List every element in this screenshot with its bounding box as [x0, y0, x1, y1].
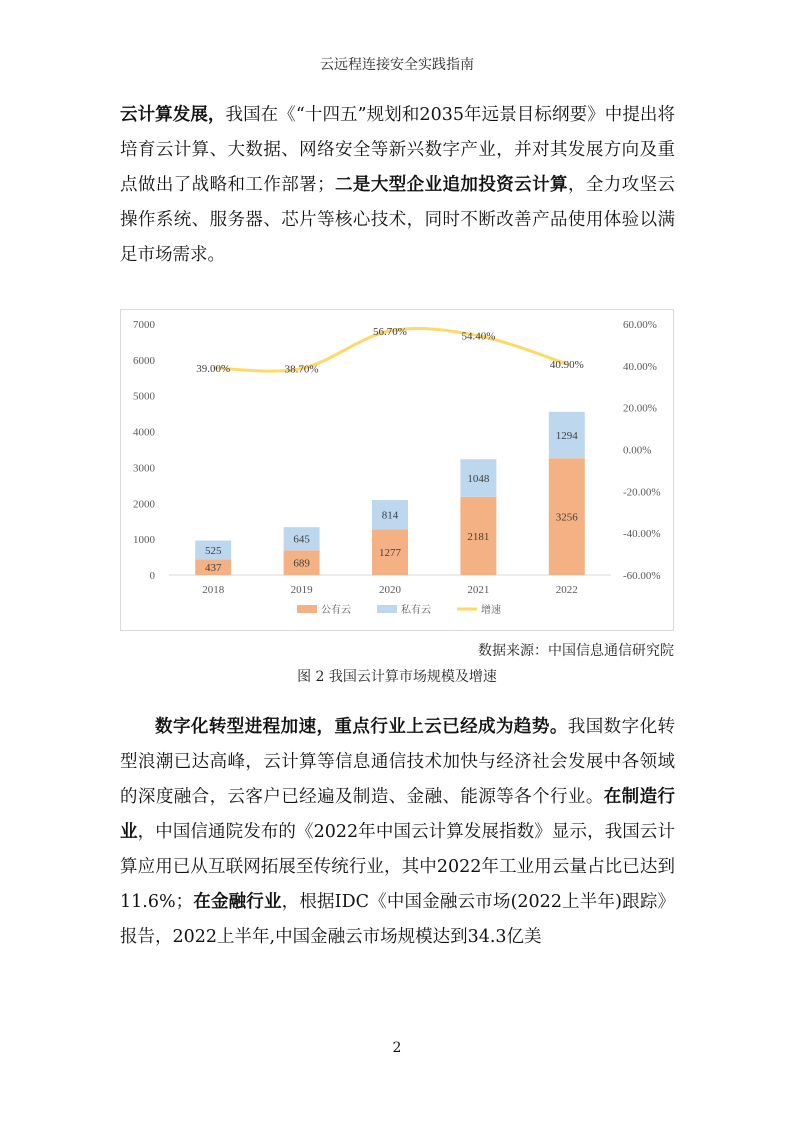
- y2-tick-label: 60.00%: [623, 319, 657, 331]
- page-number: 2: [392, 1040, 402, 1056]
- bold-phrase: 数字化转型进程加速，重点行业上云已经成为趋势。: [155, 717, 568, 737]
- growth-rate-label: 40.90%: [549, 358, 584, 371]
- data-source-note: 数据来源：中国信息通信研究院: [478, 643, 674, 659]
- x-tick-label: 2018: [202, 584, 225, 596]
- y2-tick-label: 20.00%: [623, 402, 657, 415]
- y-tick-label: 3000: [133, 462, 155, 475]
- y-tick-label: 5000: [133, 390, 155, 403]
- bar-label-public-cloud: 437: [204, 562, 222, 575]
- growth-rate-label: 39.00%: [196, 362, 231, 375]
- bar-label-private-cloud: 525: [204, 544, 222, 557]
- running-header: 云远程连接安全实践指南: [320, 57, 474, 73]
- growth-rate-label: 38.70%: [284, 363, 319, 376]
- y-tick-label: 0: [149, 570, 155, 582]
- paragraph-digital-transformation: [120, 710, 675, 955]
- x-tick-label: 2021: [467, 584, 490, 596]
- bar-label-private-cloud: 1294: [555, 430, 578, 443]
- bar-label-private-cloud: 1048: [467, 473, 490, 486]
- bar-label-public-cloud: 1277: [379, 547, 401, 560]
- y-tick-label: 1000: [133, 534, 155, 547]
- x-tick-label: 2019: [290, 584, 313, 596]
- y-tick-label: 4000: [133, 426, 155, 439]
- bold-phrase: 在金融行业: [193, 892, 282, 912]
- x-tick-label: 2020: [379, 584, 401, 596]
- y2-tick-label: -20.00%: [623, 486, 661, 499]
- growth-rate-label: 54.40%: [461, 330, 496, 343]
- figure-caption: 图 2 我国云计算市场规模及增速: [297, 669, 497, 685]
- bar-label-public-cloud: 3256: [555, 511, 578, 524]
- y2-tick-label: -60.00%: [623, 570, 661, 582]
- chart-svg: [121, 310, 673, 630]
- paragraph-cloud-policy: [120, 98, 675, 273]
- y-tick-label: 2000: [133, 498, 155, 511]
- body-text: ，全力攻坚云操作系统、服务器、芯片等核心技术，同时不断改善产品使用体验以满足市场需求。: [120, 175, 676, 265]
- bar-label-public-cloud: 689: [293, 557, 310, 570]
- bar-label-public-cloud: 2181: [467, 530, 490, 543]
- body-text: 我国数字化转型浪潮已达高峰，云计算等信息通信技术加快与经济社会发展中各领域的深度融合，云客户已经遍及制造、金融、能源等各个行业。: [120, 717, 676, 807]
- legend-label-growth: 增速: [481, 605, 501, 616]
- y-tick-label: 6000: [133, 354, 155, 367]
- legend-label-private-cloud: 私有云: [401, 605, 431, 616]
- body-text: ，根据IDC《中国金融云市场(2022上半年)跟踪》报告，2022上半年,中国金融云市场规模达到34.3亿美: [120, 892, 676, 947]
- legend-swatch-private-cloud: [377, 605, 397, 613]
- x-tick-label: 2022: [555, 584, 578, 596]
- y2-tick-label: -40.00%: [623, 528, 661, 541]
- legend-swatch-public-cloud: [297, 605, 317, 613]
- bar-label-private-cloud: 814: [381, 509, 399, 522]
- bold-phrase: 云计算发展，: [120, 105, 226, 125]
- y2-tick-label: 40.00%: [623, 360, 657, 373]
- y2-tick-label: 0.00%: [623, 444, 652, 457]
- body-text: ，中国信通院发布的《2022年中国云计算发展指数》显示，我国云计算应用已从互联网拓展至传统行业，其中2022年工业用云量占比已达到11.6%；: [120, 822, 675, 912]
- y-tick-label: 7000: [133, 319, 155, 331]
- legend-label-public-cloud: 公有云: [321, 605, 351, 616]
- bar-label-private-cloud: 645: [293, 533, 310, 546]
- bold-phrase: 二是大型企业追加投资云计算: [334, 175, 568, 195]
- market-size-chart: [120, 309, 674, 631]
- body-text: 我国在《“十四五”规划和2035年远景目标纲要》中提出将培育云计算、大数据、网络安全等新兴数字产业，并对其发展方向及重点做出了战略和工作部署；: [120, 105, 675, 195]
- bold-phrase: 在制造行业: [120, 787, 675, 842]
- growth-rate-label: 56.70%: [373, 325, 407, 338]
